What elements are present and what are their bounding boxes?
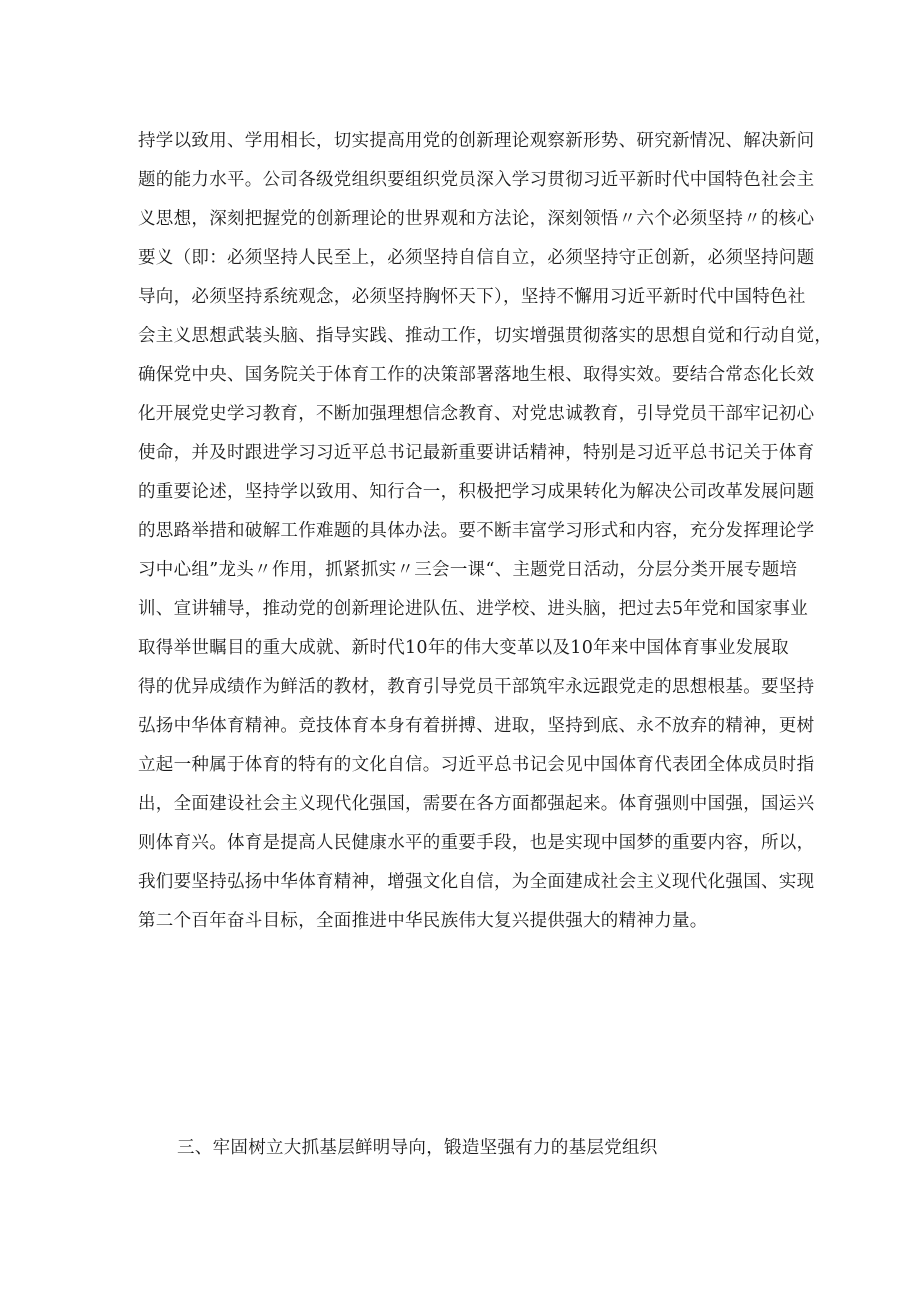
text-line: 训、宣讲辅导，推动党的创新理论进队伍、进学校、进头脑，把过去5年党和国家事业 [138, 599, 809, 619]
text-line: 则体育兴。体育是提高人民健康水平的重要手段，也是实现中国梦的重要内容，所以， [138, 833, 815, 853]
text-line: 持学以致用、学用相长，切实提高用党的创新理论观察新形势、研究新情况、解决新问 [138, 131, 815, 151]
text-line: 习中心组”龙头〃作用，抓紧抓实〃三会一课“、主题党日活动，分层分类开展专题培 [138, 560, 798, 580]
text-line: 导向，必须坚持系统观念，必须坚持胸怀天下），坚持不懈用习近平新时代中国特色社 [138, 287, 806, 307]
text-line: 第二个百年奋斗目标，全面推进中华民族伟大复兴提供强大的精神力量。 [138, 911, 708, 931]
text-line: 题的能力水平。公司各级党组织要组织党员深入学习贯彻习近平新时代中国特色社会主 [138, 170, 815, 190]
text-line: 我们要坚持弘扬中华体育精神，增强文化自信，为全面建成社会主义现代化强国、实现 [138, 872, 815, 892]
body-paragraph [138, 122, 833, 941]
section-heading: 三、牢固树立大抓基层鲜明导向，锻造坚强有力的基层党组织 [177, 1138, 658, 1158]
text-line: 义思想，深刻把握党的创新理论的世界观和方法论，深刻领悟〃六个必须坚持〃的核心 [138, 209, 815, 229]
text-line: 的重要论述，坚持学以致用、知行合一，积极把学习成果转化为解决公司改革发展问题 [138, 482, 815, 502]
text-line: 使命，并及时跟进学习习近平总书记最新重要讲话精神，特别是习近平总书记关于体育 [138, 443, 815, 463]
text-line: 会主义思想武装头脑、指导实践、推动工作，切实增强贯彻落实的思想自觉和行动自觉， [138, 326, 833, 346]
text-line: 得的优异成绩作为鲜活的教材，教育引导党员干部筑牢永远跟党走的思想根基。要坚持 [138, 677, 815, 697]
text-line: 出，全面建设社会主义现代化强国，需要在各方面都强起来。体育强则中国强，国运兴 [138, 794, 815, 814]
text-line: 立起一种属于体育的特有的文化自信。习近平总书记会见中国体育代表团全体成员时指 [138, 755, 815, 775]
text-line: 要义（即：必须坚持人民至上，必须坚持自信自立，必须坚持守正创新，必须坚持问题 [138, 248, 815, 268]
text-line: 化开展党史学习教育，不断加强理想信念教育、对党忠诚教育，引导党员干部牢记初心 [138, 404, 815, 424]
text-line: 确保党中央、国务院关于体育工作的决策部署落地生根、取得实效。要结合常态化长效 [138, 365, 815, 385]
text-line: 的思路举措和破解工作难题的具体办法。要不断丰富学习形式和内容，充分发挥理论学 [138, 521, 815, 541]
text-line: 弘扬中华体育精神。竞技体育本身有着拼搏、进取，坚持到底、永不放弃的精神，更树 [138, 716, 815, 736]
text-line: 取得举世瞩目的重大成就、新时代10年的伟大变革以及10年来中国体育事业发展取 [138, 638, 789, 658]
